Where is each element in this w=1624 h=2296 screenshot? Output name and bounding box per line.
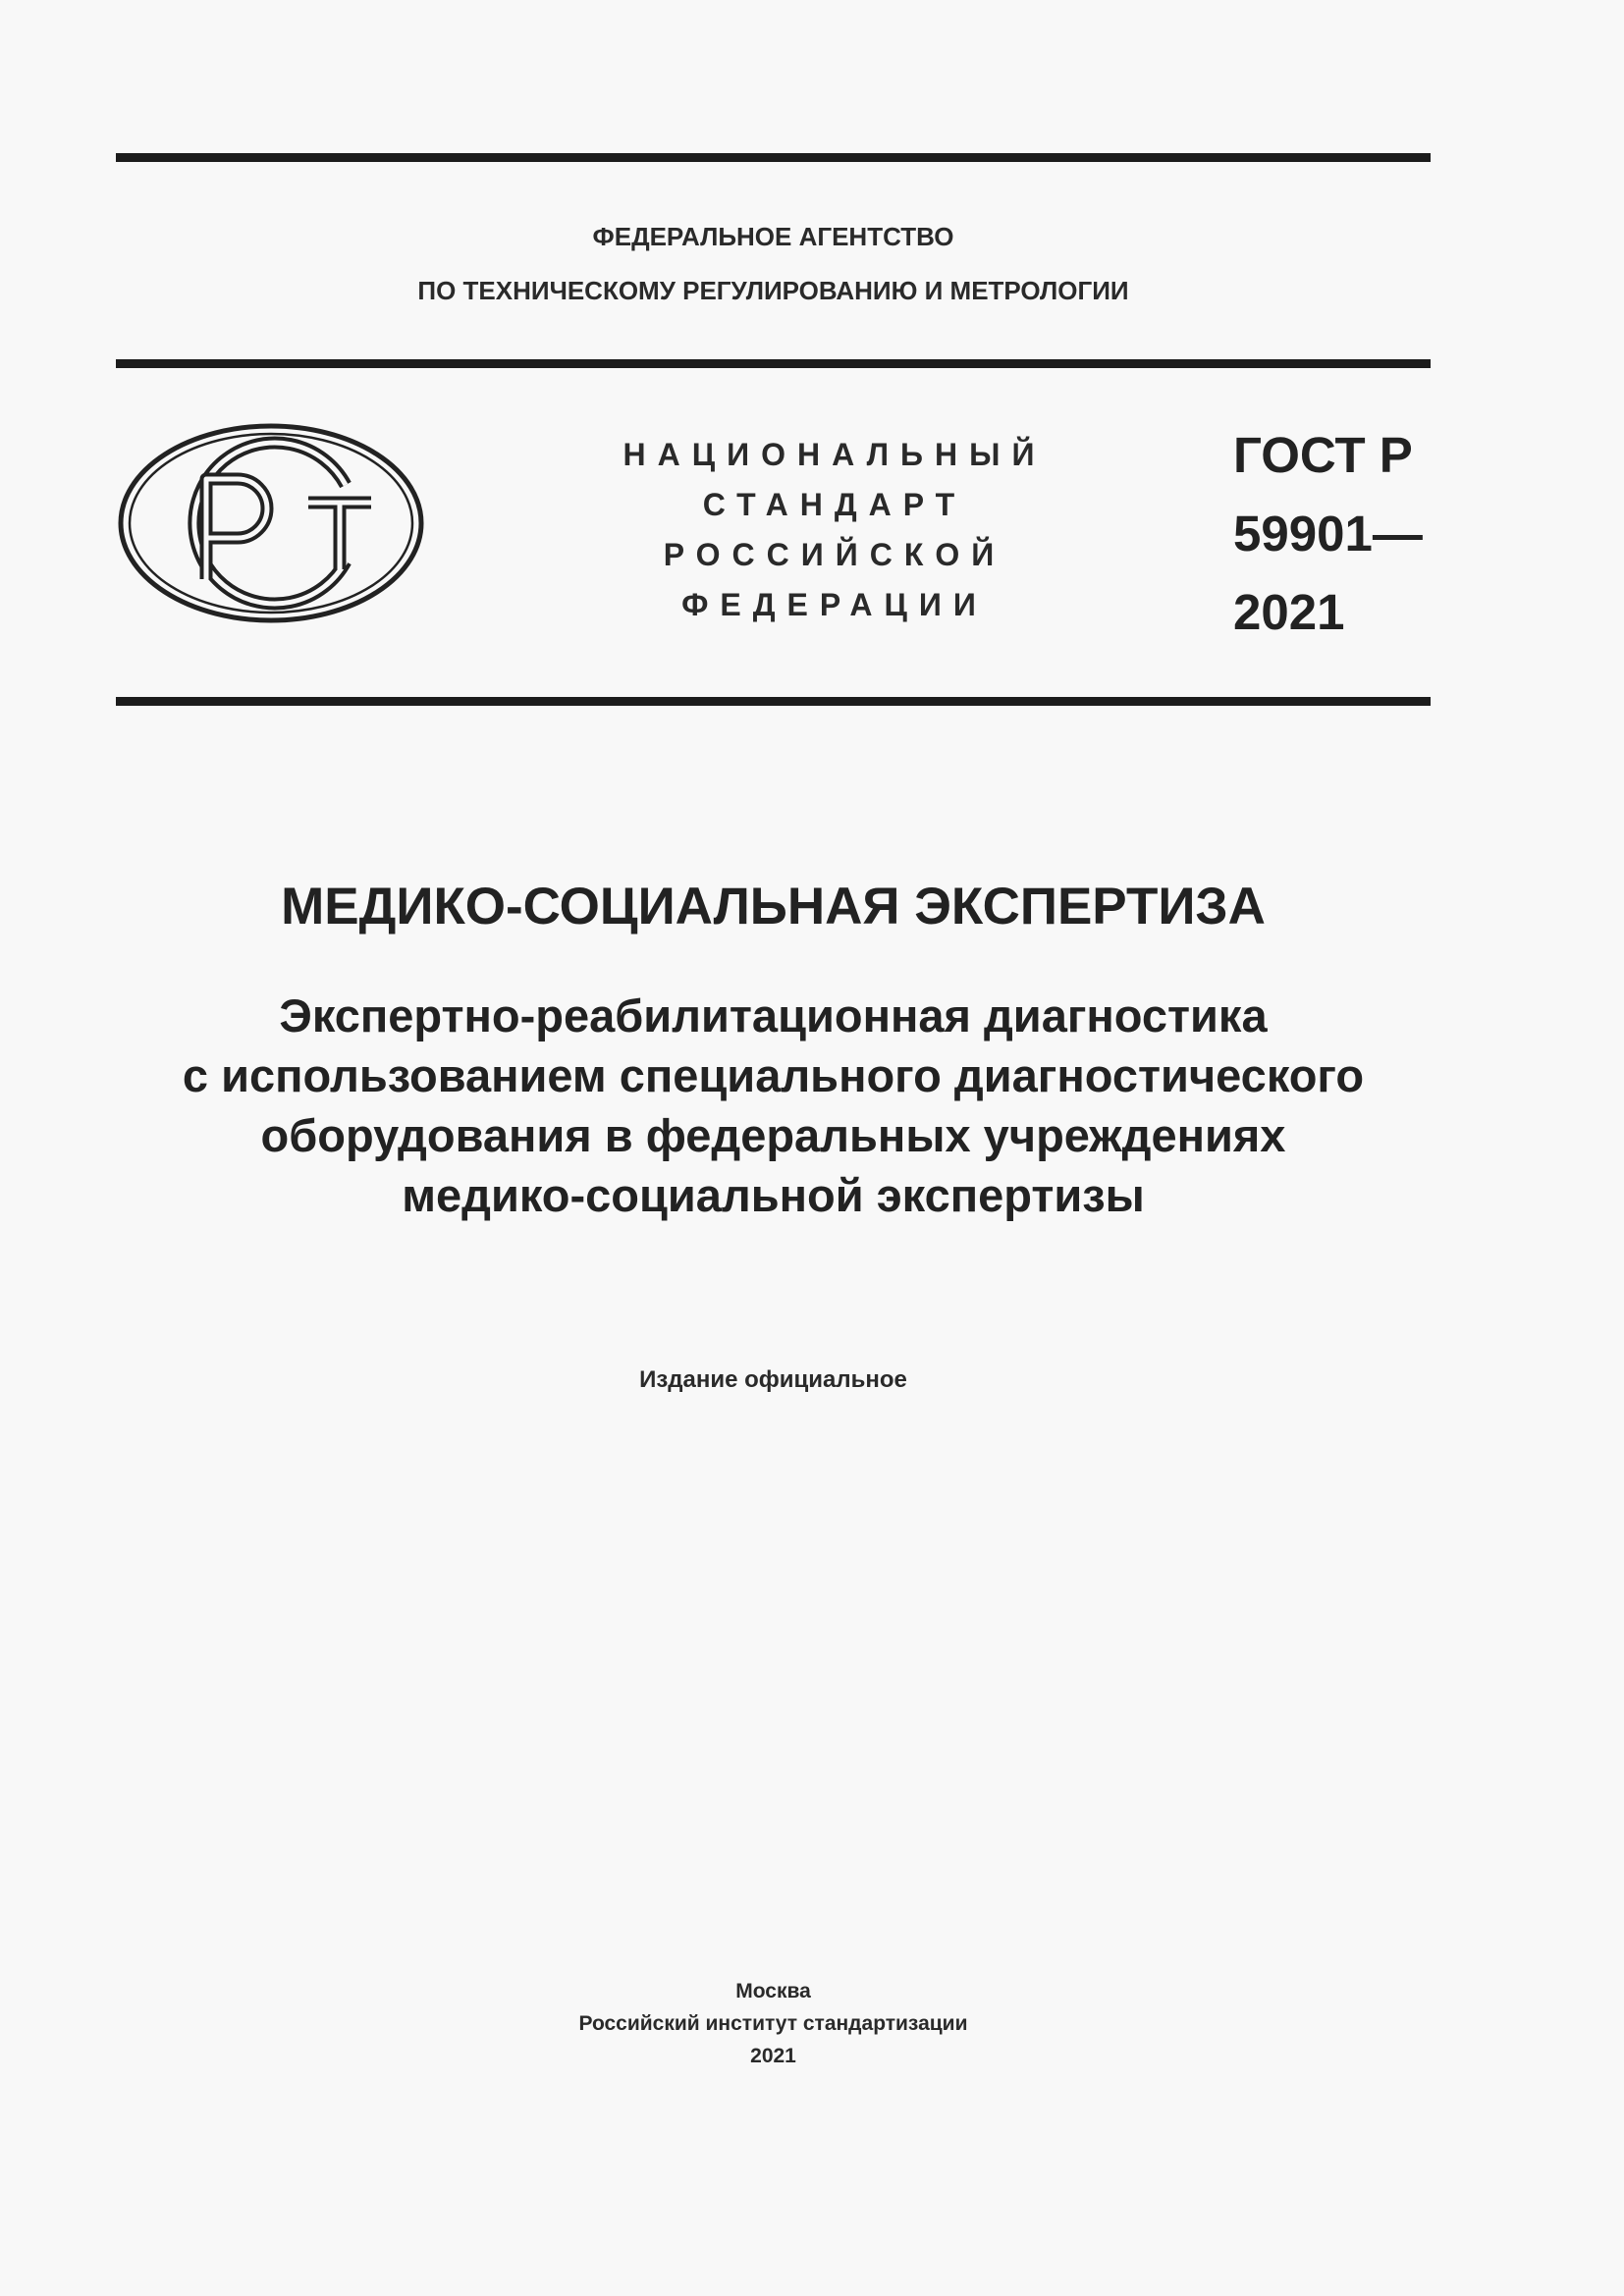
subtitle-line: медико-социальной экспертизы xyxy=(402,1169,1145,1221)
top-rule xyxy=(116,153,1431,162)
standard-type-line: НАЦИОНАЛЬНЫЙ xyxy=(623,437,1047,472)
standard-type-line: ФЕДЕРАЦИИ xyxy=(681,587,988,622)
document-title: МЕДИКО-СОЦИАЛЬНАЯ ЭКСПЕРТИЗА xyxy=(281,878,1266,935)
designation-line3: 2021 xyxy=(1233,584,1345,640)
imprint xyxy=(116,1975,1431,2072)
agency-name-line1: ФЕДЕРАЛЬНОЕ АГЕНТСТВО xyxy=(592,222,954,251)
agency-name-line2: ПО ТЕХНИЧЕСКОМУ РЕГУЛИРОВАНИЮ И МЕТРОЛОГИИ xyxy=(417,276,1129,305)
standard-type-line: СТАНДАРТ xyxy=(702,487,967,522)
subtitle-line: оборудования в федеральных учреждениях xyxy=(260,1109,1286,1161)
imprint-year: 2021 xyxy=(750,2045,796,2067)
pst-conformity-mark-icon xyxy=(116,422,426,624)
standard-type-line: РОССИЙСКОЙ xyxy=(663,537,1006,572)
subtitle-line: с использованием специального диагностического xyxy=(182,1049,1365,1101)
subtitle-line: Экспертно-реабилитационная диагностика xyxy=(279,989,1268,1041)
header-rule xyxy=(116,359,1431,368)
designation-line1: ГОСТ Р xyxy=(1233,427,1413,483)
designation-line2: 59901— xyxy=(1233,506,1423,561)
imprint-publisher: Российский институт стандартизации xyxy=(578,2012,968,2035)
edition-note: Издание официальное xyxy=(639,1366,907,1393)
header-bottom-rule xyxy=(116,697,1431,706)
document-subtitle xyxy=(116,986,1431,1225)
standard-designation xyxy=(1233,416,1423,652)
imprint-city: Москва xyxy=(735,1980,811,2002)
standard-type xyxy=(599,430,1070,630)
